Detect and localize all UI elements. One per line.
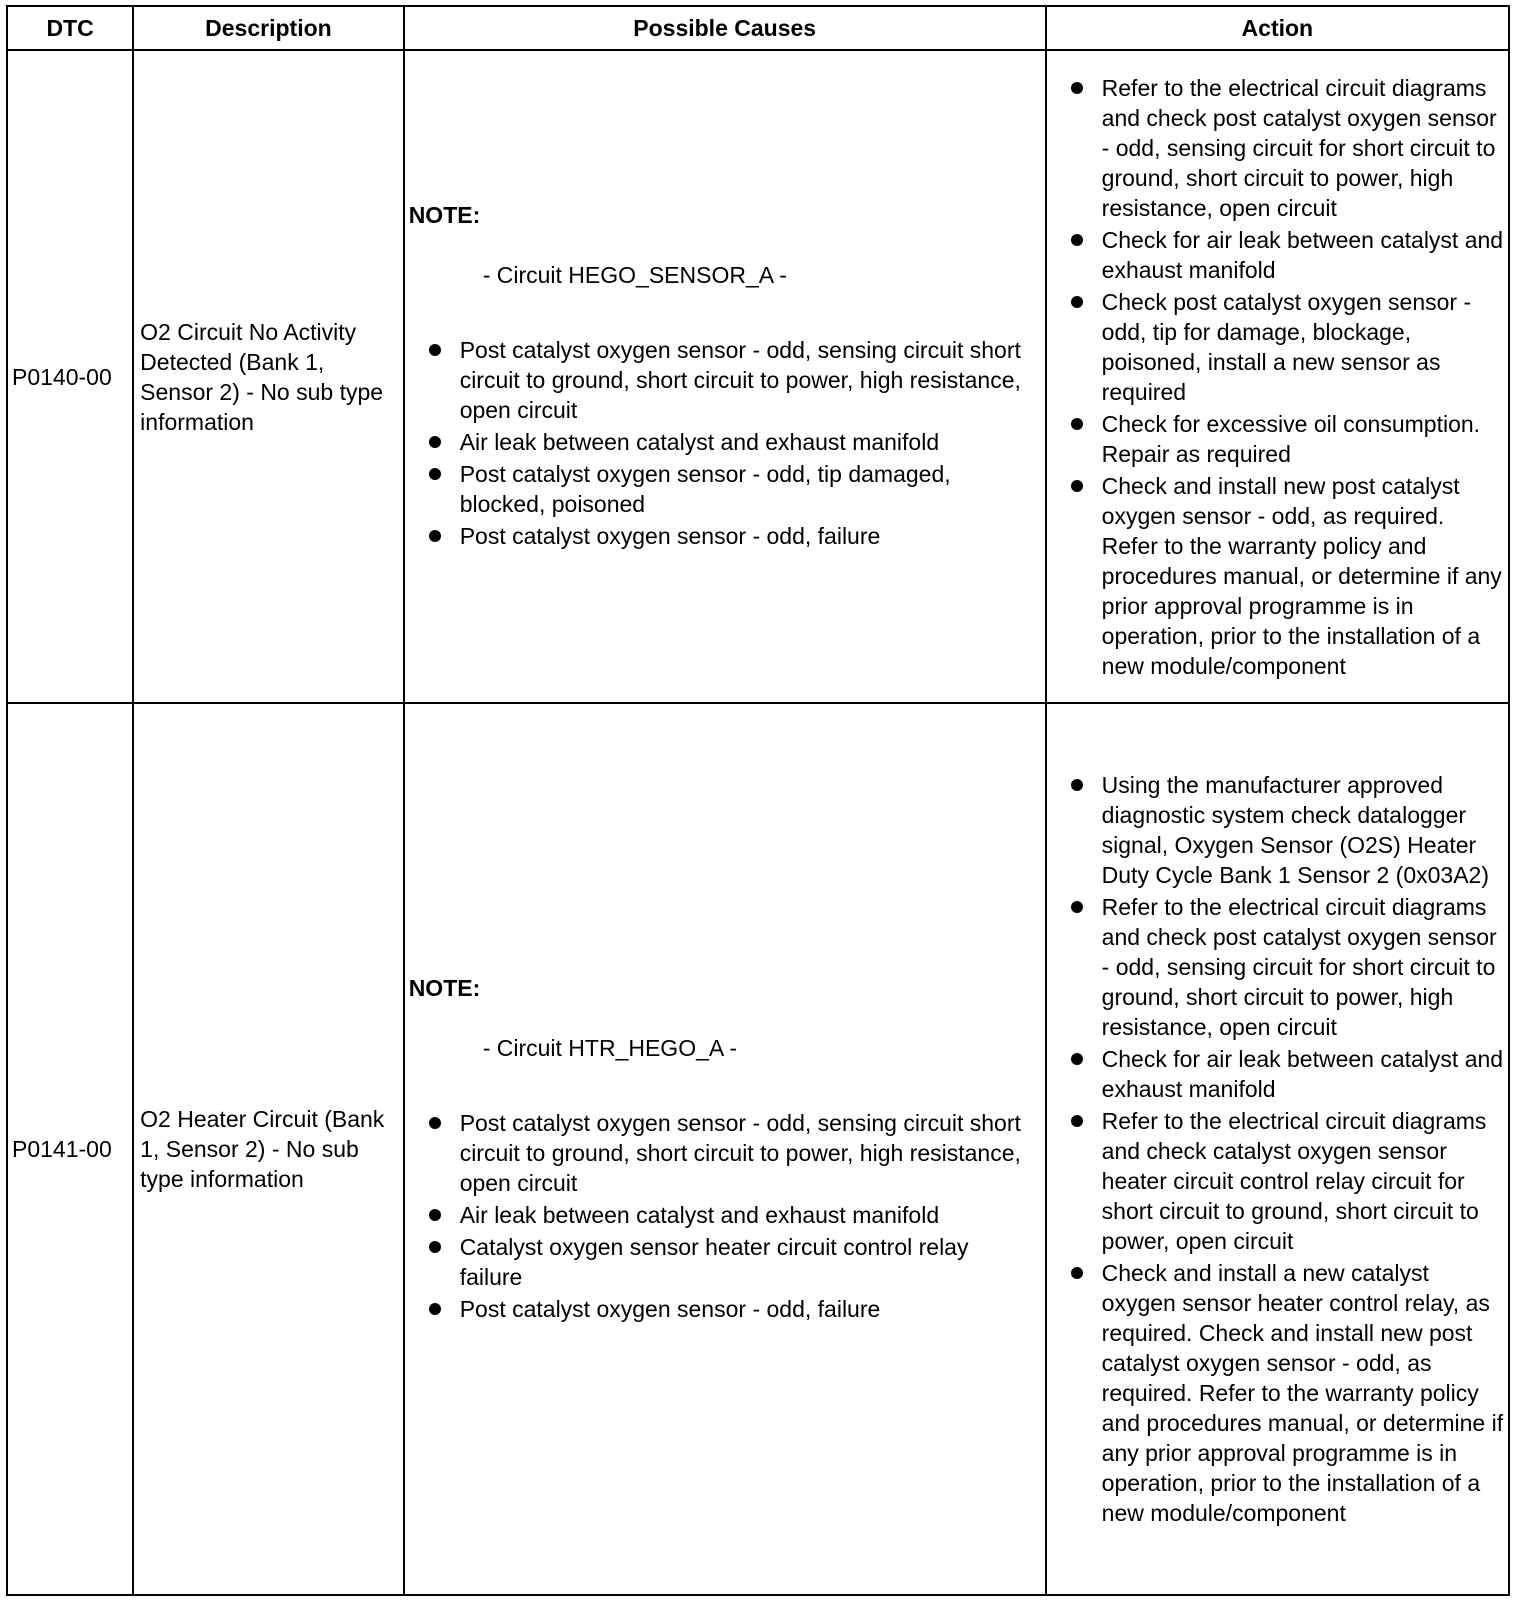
action-cell [1046,50,1509,703]
bullet-icon [429,1117,441,1129]
list-item [1047,1106,1508,1256]
action-text: Check for air leak between catalyst and exhaust manifold [1101,226,1504,283]
bullet-icon [1071,779,1083,791]
cause-text: Post catalyst oxygen sensor - odd, tip damaged, blocked, poisoned [459,461,951,517]
list-item [1047,1258,1508,1528]
list-item [405,1108,1045,1198]
list-item [405,459,1045,519]
possible-causes-cell [404,50,1046,703]
header-possible-causes: Possible Causes [404,6,1046,50]
description-cell [133,50,404,703]
bullet-icon [429,344,441,356]
cause-text: Air leak between catalyst and exhaust manifold [459,1201,940,1228]
header-dtc: DTC [7,6,133,50]
table-row [7,703,1509,1595]
list-item [1047,409,1508,469]
action-text: Refer to the electrical circuit diagrams and check post catalyst oxygen sensor - odd, sensing circuit for short circuit to ground, short circuit to power, high resistance, open circuit [1101,894,1497,1040]
causes-list [405,335,1045,551]
bullet-icon [1071,1115,1083,1127]
cause-text: Air leak between catalyst and exhaust manifold [459,429,940,455]
action-text: Check and install a new catalyst oxygen sensor heater control relay, as required. Check and install new post catalyst oxygen sensor - odd, as required. Refer to the warranty policy and procedures manual, or determine if any prior approval programme is in operation, prior to the installation of a new module/component [1101,1260,1504,1526]
action-text: Check for excessive oil consumption. Repair as required [1101,410,1481,467]
description-text: O2 Circuit No Activity Detected (Bank 1, Sensor 2) - No sub type information [140,318,384,435]
cause-text: Post catalyst oxygen sensor - odd, failure [459,1295,881,1322]
bullet-icon [1071,296,1083,308]
description-cell [133,703,404,1595]
list-item [1047,225,1508,285]
note-label: NOTE: [408,202,481,228]
bullet-icon [429,1209,441,1221]
bullet-icon [1071,82,1083,94]
bullet-icon [1071,234,1083,246]
list-item [405,1294,1045,1324]
cause-text: Catalyst oxygen sensor heater circuit control relay failure [459,1233,969,1290]
action-text: Check for air leak between catalyst and exhaust manifold [1101,1046,1504,1102]
list-item [1047,1044,1508,1104]
bullet-icon [1071,418,1083,430]
dtc-code-cell [7,50,133,703]
list-item [405,427,1045,457]
cause-text: Post catalyst oxygen sensor - odd, failure [459,523,881,549]
list-item [405,1200,1045,1230]
list-item [405,335,1045,425]
dtc-table [6,5,1510,1596]
bullet-icon [1071,901,1083,913]
bullet-icon [429,1241,441,1253]
list-item [1047,892,1508,1042]
note-label: NOTE: [408,974,481,1001]
bullet-icon [429,530,441,542]
cause-text: Post catalyst oxygen sensor - odd, sensing circuit short circuit to ground, short circuit to power, high resistance, open circuit [459,337,1021,423]
bullet-icon [1071,1267,1083,1279]
action-text: Check post catalyst oxygen sensor - odd, tip for damage, blockage, poisoned, install a new sensor as required [1101,288,1472,405]
action-list [1047,67,1508,687]
action-list [1047,764,1508,1534]
bullet-icon [429,468,441,480]
bullet-icon [429,436,441,448]
action-cell [1046,703,1509,1595]
action-text: Using the manufacturer approved diagnostic system check datalogger signal, Oxygen Sensor (O2S) Heater Duty Cycle Bank 1 Sensor 2 (0x03A2) [1101,772,1490,888]
circuit-name: - Circuit HEGO_SENSOR_A - [482,262,787,288]
action-text: Refer to the electrical circuit diagrams and check post catalyst oxygen sensor - odd, sensing circuit for short circuit to ground, short circuit to power, high resistance, open circuit [1101,74,1497,221]
bullet-icon [1071,480,1083,492]
header-action: Action [1046,6,1509,50]
table-row [7,50,1509,703]
list-item [1047,471,1508,681]
causes-list [405,1108,1045,1324]
possible-causes-cell [404,703,1046,1595]
bullet-icon [429,1303,441,1315]
list-item [405,1232,1045,1292]
dtc-code: P0141-00 [12,1136,112,1162]
table-header-row [7,6,1509,50]
cause-text: Post catalyst oxygen sensor - odd, sensing circuit short circuit to ground, short circuit to power, high resistance, open circuit [459,1109,1021,1196]
dtc-code: P0140-00 [12,363,112,390]
list-item [1047,770,1508,890]
list-item [405,521,1045,551]
dtc-code-cell [7,703,133,1595]
bullet-icon [1071,1053,1083,1065]
header-description: Description [133,6,404,50]
action-text: Refer to the electrical circuit diagrams and check catalyst oxygen sensor heater circuit control relay circuit for short circuit to ground, short circuit to power, open circuit [1101,1108,1487,1254]
circuit-name: - Circuit HTR_HEGO_A - [482,1034,738,1061]
list-item [1047,287,1508,407]
description-text: O2 Heater Circuit (Bank 1, Sensor 2) - No sub type information [140,1106,385,1192]
action-text: Check and install new post catalyst oxygen sensor - odd, as required. Refer to the warranty policy and procedures manual, or determine if any prior approval programme is in operation, prior to the installation of a new module/component [1101,472,1502,679]
list-item [1047,73,1508,223]
